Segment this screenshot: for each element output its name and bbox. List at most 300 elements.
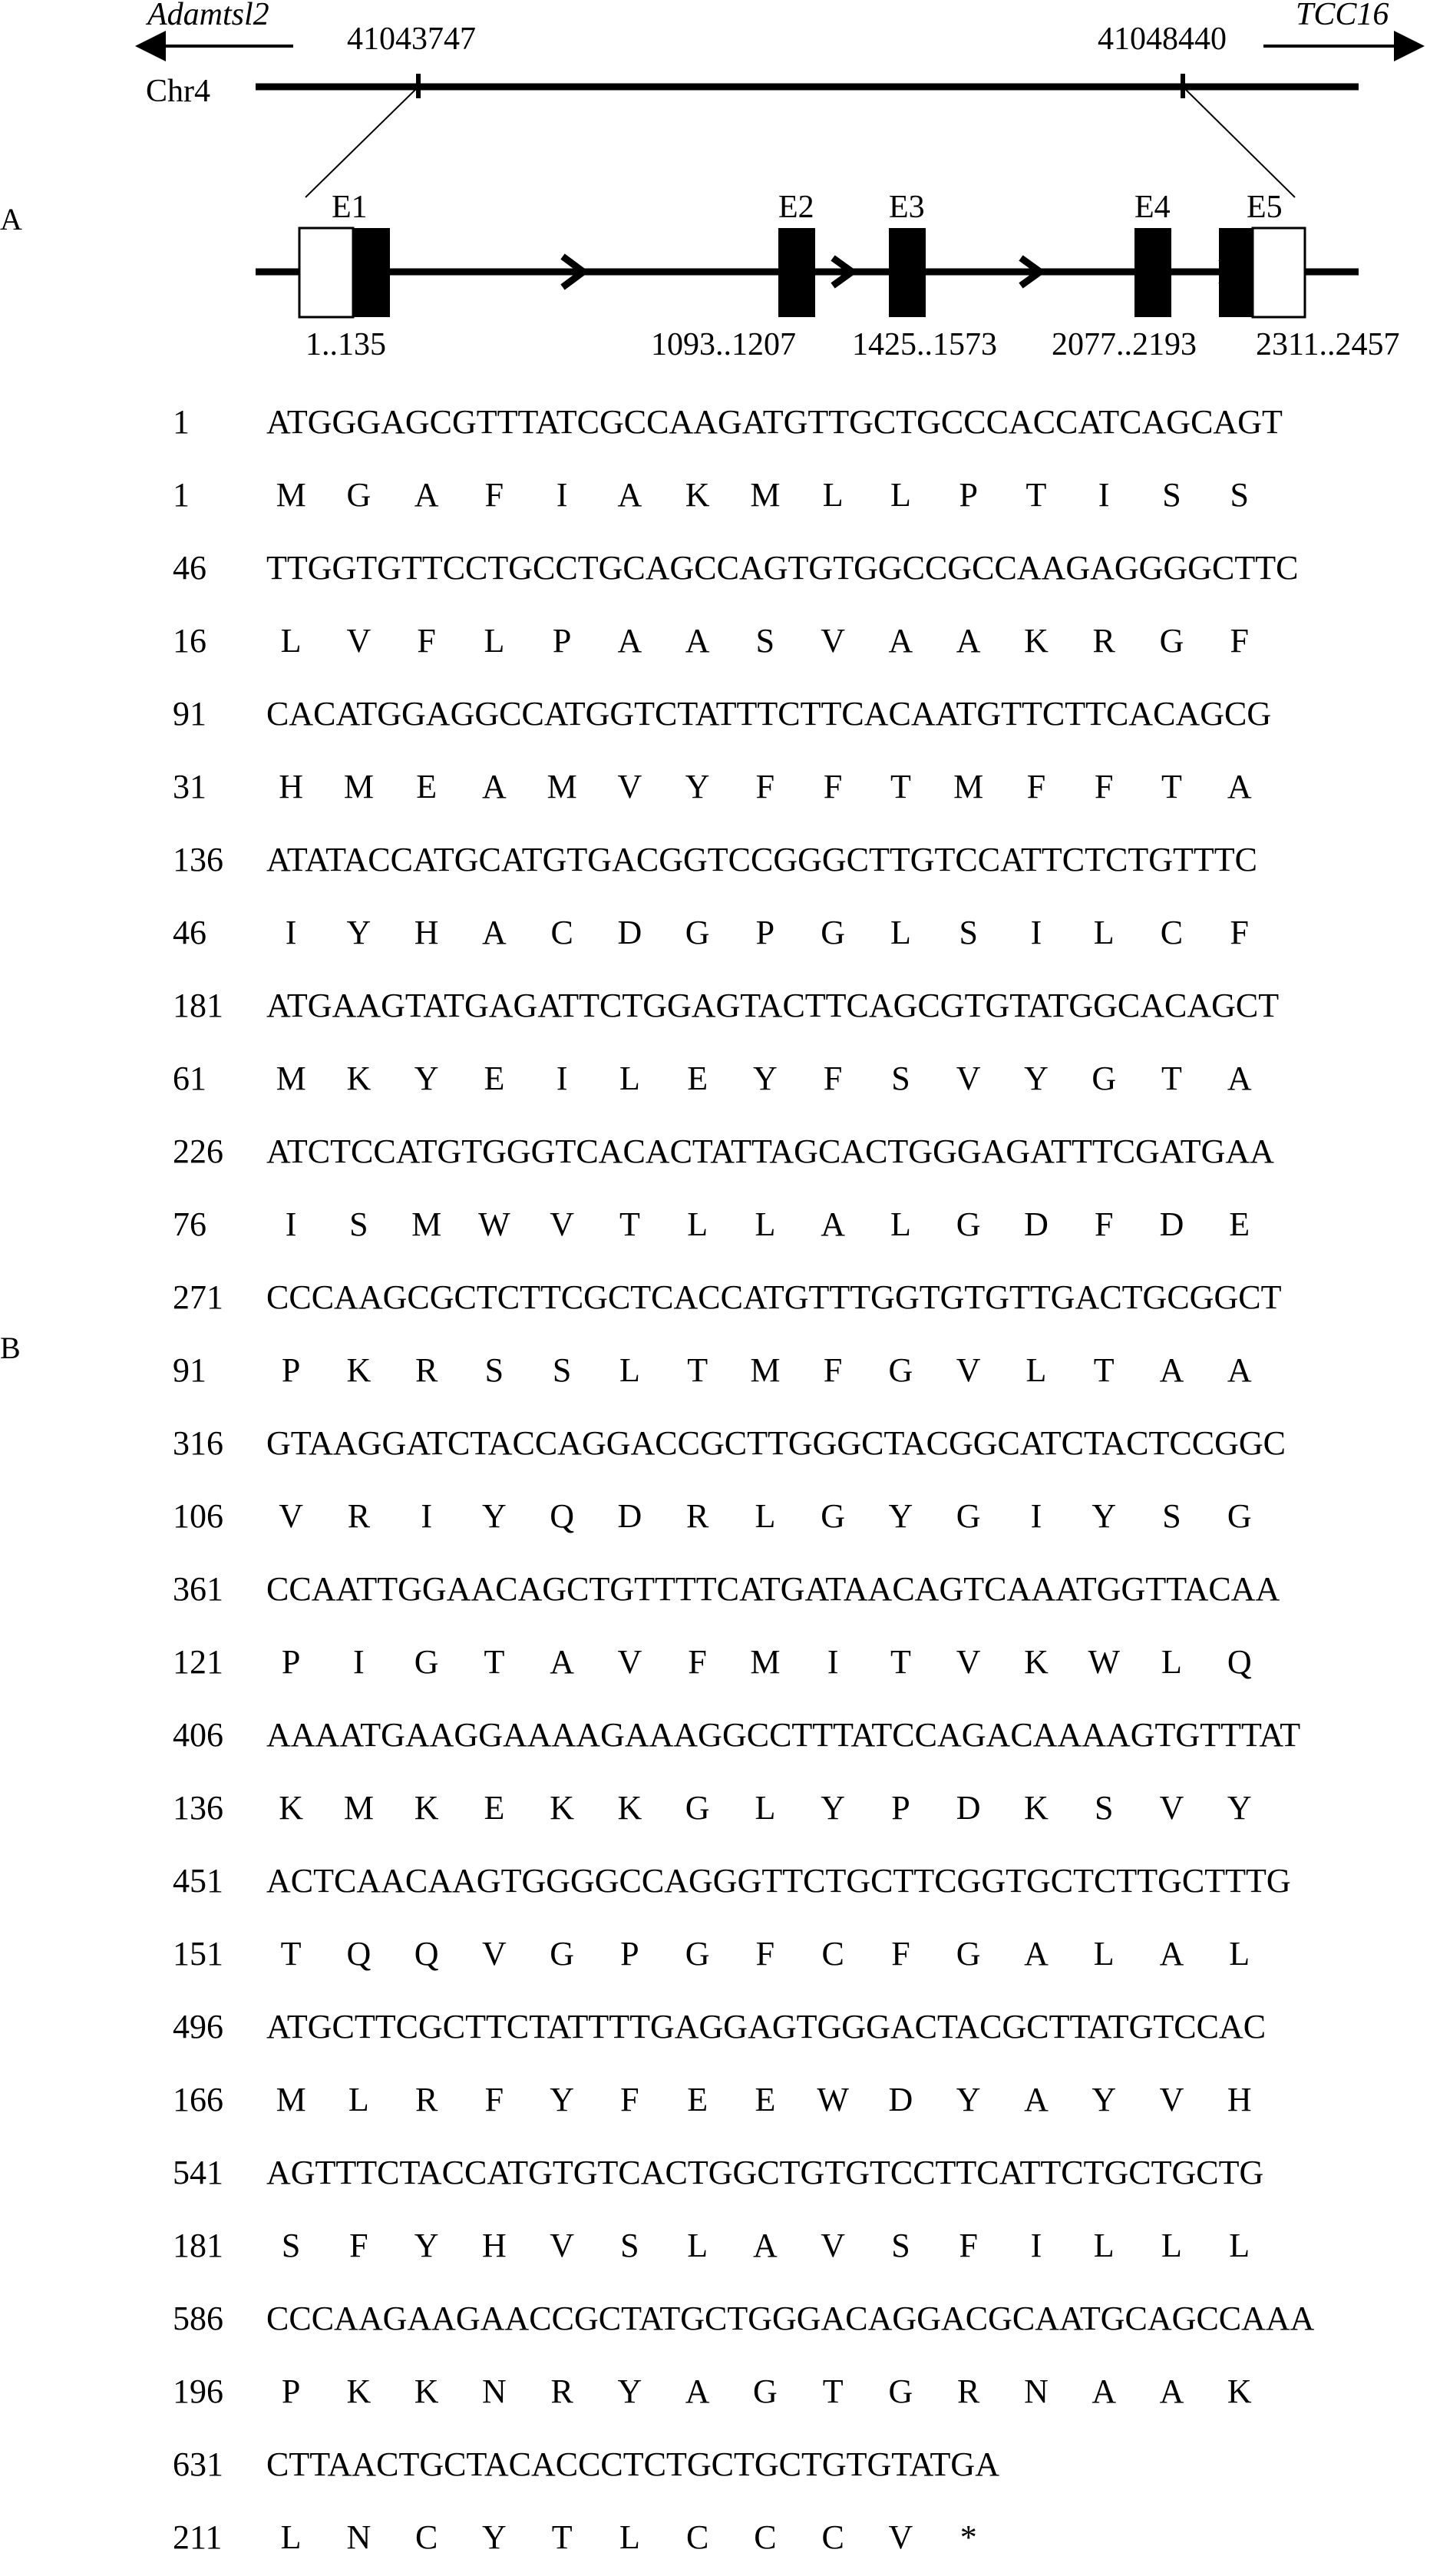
amino-acid-residue: T [1093, 1351, 1115, 1389]
amino-acid-residue: E [687, 1060, 708, 1097]
amino-acid-residue: Q [414, 1935, 439, 1973]
amino-acid-residue: F [1094, 1205, 1114, 1243]
amino-acid-residue: W [817, 2081, 849, 2118]
amino-acid-residue: D [617, 914, 642, 951]
nucleotide-position: 181 [173, 987, 223, 1024]
exon-e4-name: E4 [1134, 190, 1171, 225]
amino-acid-position: 91 [173, 1351, 206, 1389]
amino-acid-residue: T [890, 1643, 911, 1681]
amino-acid-residue: T [619, 1205, 640, 1243]
amino-acid-residue: S [349, 1205, 368, 1243]
amino-acid-residue: E [484, 1789, 505, 1827]
nucleotide-row [0, 2142, 1430, 2211]
amino-acid-residue: F [1230, 914, 1249, 951]
amino-acid-residue: E [484, 1060, 505, 1097]
amino-acid-residue: C [754, 2518, 777, 2556]
amino-acid-residue: M [953, 768, 984, 805]
amino-acid-residue: I [1030, 1497, 1042, 1535]
amino-acid-residue: V [617, 768, 642, 805]
nucleotide-row [0, 537, 1430, 607]
amino-acid-residue: D [617, 1497, 642, 1535]
nucleotide-position: 316 [173, 1424, 223, 1462]
exon-e1-cds [353, 228, 390, 317]
nucleotide-position: 46 [173, 549, 206, 587]
amino-acid-residue: F [755, 1935, 775, 1973]
panel-a-label: A [0, 202, 22, 236]
amino-acid-position: 181 [173, 2227, 223, 2264]
amino-acid-residue: A [482, 914, 507, 951]
amino-acid-residue: C [1160, 914, 1184, 951]
amino-acid-residue: Y [1227, 1789, 1252, 1827]
nucleotide-position: 406 [173, 1716, 223, 1754]
amino-acid-residue: Q [1227, 1643, 1252, 1681]
amino-acid-residue: S [891, 1060, 910, 1097]
amino-acid-row [0, 1923, 1430, 1992]
amino-acid-residue: A [1227, 1351, 1252, 1389]
amino-acid-residue: T [1161, 1060, 1182, 1097]
amino-acid-residue: Y [685, 768, 710, 805]
amino-acid-residue: K [550, 1789, 575, 1827]
exon-e5-utr [1253, 228, 1305, 317]
amino-acid-residue: L [619, 1060, 640, 1097]
amino-acid-residue: G [753, 2373, 778, 2410]
nucleotide-position: 586 [173, 2300, 223, 2337]
amino-acid-residue: V [617, 1643, 642, 1681]
amino-acid-residue: T [890, 768, 911, 805]
amino-acid-residue: M [750, 476, 781, 514]
amino-acid-position: 1 [173, 476, 190, 514]
amino-acid-residue: K [346, 1351, 372, 1389]
amino-acid-residue: M [343, 768, 374, 805]
amino-acid-residue: Y [753, 1060, 778, 1097]
amino-acid-residue: K [1024, 622, 1049, 660]
amino-acid-position: 31 [173, 768, 206, 805]
exon-e1-utr [299, 228, 353, 317]
amino-acid-residue: F [349, 2227, 368, 2264]
amino-acid-row [0, 1486, 1430, 1555]
amino-acid-residue: A [1159, 1935, 1184, 1973]
amino-acid-residue: M [411, 1205, 442, 1243]
amino-acid-residue: A [617, 622, 642, 660]
downstream-gene-label: TCC16 [1296, 0, 1389, 32]
amino-acid-residue: L [1161, 2227, 1182, 2264]
amino-acid-residue: S [1162, 1497, 1181, 1535]
amino-acid-residue: L [755, 1497, 776, 1535]
amino-acid-residue: A [685, 622, 710, 660]
amino-acid-row [0, 1632, 1430, 1701]
amino-acid-position: 166 [173, 2081, 223, 2118]
amino-acid-row [0, 902, 1430, 971]
amino-acid-residue: A [1024, 2081, 1049, 2118]
exon-e2-range: 1093..1207 [651, 327, 796, 362]
nucleotide-sequence: CCCAAGAAGAACCGCTATGCTGGGACAGGACGCAATGCAGCCAAA [266, 2300, 1315, 2337]
amino-acid-residue: C [821, 2518, 844, 2556]
amino-acid-residue: D [956, 1789, 981, 1827]
amino-acid-residue: G [346, 476, 372, 514]
amino-acid-residue: P [281, 2373, 301, 2410]
amino-acid-residue: L [687, 1205, 708, 1243]
amino-acid-residue: F [823, 1351, 843, 1389]
amino-acid-residue: K [414, 2373, 439, 2410]
amino-acid-residue: R [347, 1497, 371, 1535]
amino-acid-residue: V [279, 1497, 304, 1535]
amino-acid-position: 211 [173, 2518, 223, 2556]
amino-acid-residue: N [1024, 2373, 1049, 2410]
amino-acid-residue: M [343, 1789, 374, 1827]
amino-acid-residue: R [550, 2373, 573, 2410]
exon-e5-cds [1219, 228, 1253, 317]
amino-acid-residue: G [1227, 1497, 1252, 1535]
amino-acid-residue: T [280, 1935, 302, 1973]
amino-acid-residue: K [617, 1789, 642, 1827]
amino-acid-residue: K [1024, 1789, 1049, 1827]
amino-acid-row [0, 2361, 1430, 2430]
amino-acid-residue: Y [346, 914, 372, 951]
amino-acid-residue: A [414, 476, 439, 514]
amino-acid-residue: E [416, 768, 438, 805]
nucleotide-position: 496 [173, 2008, 223, 2045]
amino-acid-residue: L [348, 2081, 369, 2118]
amino-acid-residue: M [276, 1060, 306, 1097]
exon-e4-range: 2077..2193 [1052, 327, 1197, 362]
amino-acid-residue: V [956, 1060, 981, 1097]
amino-acid-row [0, 465, 1430, 534]
amino-acid-residue: L [1161, 1643, 1182, 1681]
amino-acid-residue: F [891, 1935, 910, 1973]
amino-acid-residue: I [285, 1205, 297, 1243]
amino-acid-residue: V [956, 1351, 981, 1389]
amino-acid-residue: L [280, 622, 302, 660]
nucleotide-position: 631 [173, 2445, 223, 2483]
amino-acid-residue: P [891, 1789, 910, 1827]
amino-acid-residue: F [620, 2081, 639, 2118]
amino-acid-residue: H [1227, 2081, 1252, 2118]
amino-acid-residue: H [279, 768, 304, 805]
amino-acid-residue: F [1230, 622, 1249, 660]
amino-acid-residue: P [281, 1643, 301, 1681]
amino-acid-residue: L [1093, 2227, 1115, 2264]
amino-acid-residue: G [956, 1935, 981, 1973]
amino-acid-residue: G [888, 1351, 913, 1389]
amino-acid-residue: L [890, 1205, 911, 1243]
amino-acid-residue: V [1159, 1789, 1184, 1827]
amino-acid-residue: D [1159, 1205, 1184, 1243]
nucleotide-sequence: ATGAAGTATGAGATTCTGGAGTACTTCAGCGTGTATGGCACAGCT [266, 987, 1280, 1024]
amino-acid-residue: C [414, 2518, 438, 2556]
amino-acid-residue: K [346, 2373, 372, 2410]
amino-acid-residue: V [1159, 2081, 1184, 2118]
amino-acid-residue: M [750, 1351, 781, 1389]
amino-acid-residue: K [279, 1789, 304, 1827]
amino-acid-residue: L [687, 2227, 708, 2264]
amino-acid-residue: G [1091, 1060, 1117, 1097]
amino-acid-residue: K [1227, 2373, 1252, 2410]
amino-acid-row [0, 610, 1430, 680]
amino-acid-residue: K [414, 1789, 439, 1827]
nucleotide-sequence: ATCTCCATGTGGGTCACACTATTAGCACTGGGAGATTTCGATGAA [266, 1133, 1274, 1170]
amino-acid-residue: R [414, 2081, 438, 2118]
amino-acid-residue: R [1092, 622, 1115, 660]
amino-acid-residue: E [687, 2081, 708, 2118]
amino-acid-residue: A [1227, 768, 1252, 805]
nucleotide-sequence: ATATACCATGCATGTGACGGTCCGGGCTTGTCCATTCTCTGTTTC [266, 841, 1257, 878]
nucleotide-sequence: ATGGGAGCGTTTATCGCCAAGATGTTGCTGCCCACCATCAGCAGT [266, 403, 1283, 441]
nucleotide-position: 541 [173, 2154, 223, 2191]
amino-acid-residue: I [421, 1497, 432, 1535]
amino-acid-residue: I [1030, 2227, 1042, 2264]
amino-acid-residue: L [755, 1205, 776, 1243]
amino-acid-residue: K [1024, 1643, 1049, 1681]
nucleotide-row [0, 392, 1430, 461]
amino-acid-residue: F [823, 768, 843, 805]
amino-acid-row [0, 2507, 1430, 2576]
amino-acid-residue: F [484, 2081, 504, 2118]
amino-acid-residue: G [956, 1205, 981, 1243]
amino-acid-residue: F [1026, 768, 1046, 805]
amino-acid-residue: L [890, 914, 911, 951]
nucleotide-position: 1 [173, 403, 190, 441]
amino-acid-residue: S [484, 1351, 504, 1389]
amino-acid-residue: F [823, 1060, 843, 1097]
amino-acid-residue: S [620, 2227, 639, 2264]
nucleotide-position: 91 [173, 695, 206, 732]
amino-acid-residue: V [821, 2227, 846, 2264]
amino-acid-position: 16 [173, 622, 206, 660]
zoom-line-left [305, 87, 418, 197]
amino-acid-residue: L [1093, 914, 1115, 951]
amino-acid-residue: G [414, 1643, 439, 1681]
amino-acid-residue: I [556, 476, 568, 514]
amino-acid-residue: F [484, 476, 504, 514]
amino-acid-row [0, 1777, 1430, 1847]
nucleotide-sequence: CCCAAGCGCTCTTCGCTCACCATGTTTGGTGTGTTGACTGCGGCT [266, 1278, 1282, 1316]
amino-acid-residue: V [550, 1205, 575, 1243]
amino-acid-residue: C [821, 1935, 844, 1973]
amino-acid-position: 151 [173, 1935, 223, 1973]
amino-acid-residue: L [619, 2518, 640, 2556]
amino-acid-residue: C [550, 914, 573, 951]
amino-acid-residue: K [685, 476, 710, 514]
amino-acid-residue: M [276, 2081, 306, 2118]
exon-e3-cds [889, 228, 926, 317]
exon-e2-name: E2 [778, 190, 814, 225]
amino-acid-residue: P [755, 914, 775, 951]
amino-acid-residue: P [959, 476, 978, 514]
amino-acid-residue: G [821, 914, 846, 951]
nucleotide-position: 226 [173, 1133, 223, 1170]
coord-right-label: 41048440 [1098, 21, 1227, 57]
amino-acid-residue: F [1094, 768, 1114, 805]
amino-acid-residue: G [956, 1497, 981, 1535]
stop-codon-marker: * [959, 2518, 977, 2556]
nucleotide-sequence: CTTAACTGCTACACCCTCTGCTGCTGTGTATGA [266, 2445, 999, 2483]
amino-acid-residue: F [959, 2227, 978, 2264]
amino-acid-residue: L [755, 1789, 776, 1827]
gene-structure-diagram [0, 0, 1430, 392]
amino-acid-residue: D [1024, 1205, 1049, 1243]
panel-b-label: B [0, 1331, 21, 1365]
amino-acid-residue: A [1024, 1935, 1049, 1973]
amino-acid-residue: A [888, 622, 913, 660]
amino-acid-position: 76 [173, 1205, 206, 1243]
amino-acid-residue: S [1094, 1789, 1114, 1827]
amino-acid-residue: T [687, 1351, 708, 1389]
nucleotide-row [0, 1267, 1430, 1336]
amino-acid-residue: T [1025, 476, 1047, 514]
amino-acid-residue: V [956, 1643, 981, 1681]
amino-acid-residue: G [821, 1497, 846, 1535]
coord-left-label: 41043747 [347, 21, 476, 57]
nucleotide-row [0, 1121, 1430, 1190]
amino-acid-residue: L [1229, 1935, 1250, 1973]
amino-acid-residue: A [956, 622, 981, 660]
amino-acid-residue: A [1159, 2373, 1184, 2410]
exon-e5-name: E5 [1247, 190, 1283, 225]
amino-acid-residue: H [482, 2227, 507, 2264]
amino-acid-residue: L [1229, 2227, 1250, 2264]
amino-acid-residue: Y [550, 2081, 575, 2118]
amino-acid-residue: Y [821, 1789, 846, 1827]
amino-acid-residue: L [619, 1351, 640, 1389]
amino-acid-residue: Y [482, 1497, 507, 1535]
amino-acid-residue: I [285, 914, 297, 951]
amino-acid-residue: R [685, 1497, 709, 1535]
amino-acid-residue: V [550, 2227, 575, 2264]
nucleotide-row [0, 1559, 1430, 1628]
amino-acid-residue: Y [482, 2518, 507, 2556]
amino-acid-residue: T [822, 2373, 844, 2410]
amino-acid-row [0, 1340, 1430, 1409]
upstream-gene-label: Adamtsl2 [147, 0, 269, 32]
nucleotide-position: 136 [173, 841, 223, 878]
amino-acid-residue: S [552, 1351, 572, 1389]
amino-acid-residue: A [1159, 1351, 1184, 1389]
nucleotide-sequence: GTAAGGATCTACCAGGACCGCTTGGGCTACGGCATCTACTCCGGC [266, 1424, 1286, 1462]
nucleotide-row [0, 829, 1430, 898]
amino-acid-row [0, 1194, 1430, 1263]
amino-acid-row [0, 2069, 1430, 2138]
nucleotide-sequence: ATGCTTCGCTTCTATTTTGAGGAGTGGGACTACGCTTATGTCCAC [266, 2008, 1267, 2045]
amino-acid-residue: H [414, 914, 439, 951]
amino-acid-residue: F [688, 1643, 707, 1681]
amino-acid-position: 106 [173, 1497, 223, 1535]
amino-acid-residue: T [484, 1643, 505, 1681]
chromosome-label: Chr4 [146, 74, 210, 109]
exon-e2-cds [778, 228, 815, 317]
amino-acid-residue: Q [346, 1935, 372, 1973]
nucleotide-row [0, 1996, 1430, 2065]
amino-acid-residue: M [750, 1643, 781, 1681]
amino-acid-residue: Q [550, 1497, 575, 1535]
exon-e1-range: 1..135 [305, 327, 386, 362]
amino-acid-residue: A [753, 2227, 778, 2264]
amino-acid-residue: T [551, 2518, 573, 2556]
amino-acid-residue: G [685, 914, 710, 951]
amino-acid-residue: Y [1091, 2081, 1117, 2118]
exon-e4-cds [1134, 228, 1171, 317]
nucleotide-position: 361 [173, 1570, 223, 1608]
amino-acid-residue: Y [1024, 1060, 1049, 1097]
amino-acid-residue: R [957, 2373, 980, 2410]
nucleotide-row [0, 1850, 1430, 1920]
nucleotide-sequence: AAAATGAAGGAAAAGAAAGGCCTTTATCCAGACAAAAGTGTTTAT [266, 1716, 1301, 1754]
nucleotide-row [0, 683, 1430, 752]
amino-acid-residue: L [484, 622, 505, 660]
exon-e3-name: E3 [889, 190, 925, 225]
amino-acid-position: 121 [173, 1643, 223, 1681]
amino-acid-residue: L [1025, 1351, 1047, 1389]
amino-acid-residue: I [1030, 914, 1042, 951]
exon-e3-range: 1425..1573 [852, 327, 997, 362]
amino-acid-residue: S [891, 2227, 910, 2264]
amino-acid-residue: E [755, 2081, 776, 2118]
amino-acid-residue: G [1159, 622, 1184, 660]
nucleotide-sequence: ACTCAACAAGTGGGGCCAGGGTTCTGCTTCGGTGCTCTTGCTTTG [266, 1862, 1291, 1900]
amino-acid-residue: I [827, 1643, 839, 1681]
nucleotide-row [0, 2288, 1430, 2357]
amino-acid-residue: W [478, 1205, 510, 1243]
amino-acid-row [0, 2215, 1430, 2284]
amino-acid-residue: L [1093, 1935, 1115, 1973]
nucleotide-row [0, 975, 1430, 1044]
nucleotide-sequence: AGTTTCTACCATGTGTCACTGGCTGTGTCCTTCATTCTGCTGCTG [266, 2154, 1264, 2191]
zoom-line-right [1183, 87, 1295, 197]
amino-acid-residue: A [685, 2373, 710, 2410]
amino-acid-residue: A [617, 476, 642, 514]
amino-acid-residue: T [1161, 768, 1182, 805]
nucleotide-row [0, 2434, 1430, 2503]
nucleotide-row [0, 1413, 1430, 1482]
amino-acid-row [0, 1048, 1430, 1117]
amino-acid-row [0, 756, 1430, 825]
amino-acid-residue: Y [956, 2081, 981, 2118]
amino-acid-residue: V [482, 1935, 507, 1973]
amino-acid-residue: R [414, 1351, 438, 1389]
amino-acid-residue: M [547, 768, 577, 805]
amino-acid-residue: A [482, 768, 507, 805]
amino-acid-residue: I [1098, 476, 1110, 514]
amino-acid-residue: G [550, 1935, 575, 1973]
amino-acid-residue: C [685, 2518, 709, 2556]
amino-acid-residue: G [685, 1935, 710, 1973]
amino-acid-residue: K [346, 1060, 372, 1097]
nucleotide-row [0, 1705, 1430, 1774]
amino-acid-residue: L [822, 476, 844, 514]
amino-acid-residue: G [685, 1789, 710, 1827]
nucleotide-sequence: CACATGGAGGCCATGGTCTATTTCTTCACAATGTTCTTCACAGCG [266, 695, 1272, 732]
amino-acid-residue: N [482, 2373, 507, 2410]
amino-acid-residue: S [1162, 476, 1181, 514]
amino-acid-residue: Y [1091, 1497, 1117, 1535]
amino-acid-residue: P [620, 1935, 639, 1973]
amino-acid-residue: V [888, 2518, 913, 2556]
nucleotide-position: 271 [173, 1278, 223, 1316]
amino-acid-residue: S [1230, 476, 1249, 514]
amino-acid-position: 196 [173, 2373, 223, 2410]
amino-acid-residue: S [959, 914, 978, 951]
amino-acid-residue: I [353, 1643, 365, 1681]
amino-acid-residue: V [346, 622, 372, 660]
exon-e5-range: 2311..2457 [1256, 327, 1400, 362]
amino-acid-residue: F [417, 622, 436, 660]
amino-acid-residue: I [556, 1060, 568, 1097]
amino-acid-residue: V [821, 622, 846, 660]
amino-acid-residue: Y [888, 1497, 913, 1535]
amino-acid-residue: N [346, 2518, 372, 2556]
amino-acid-position: 61 [173, 1060, 206, 1097]
amino-acid-residue: P [281, 1351, 301, 1389]
amino-acid-residue: F [755, 768, 775, 805]
